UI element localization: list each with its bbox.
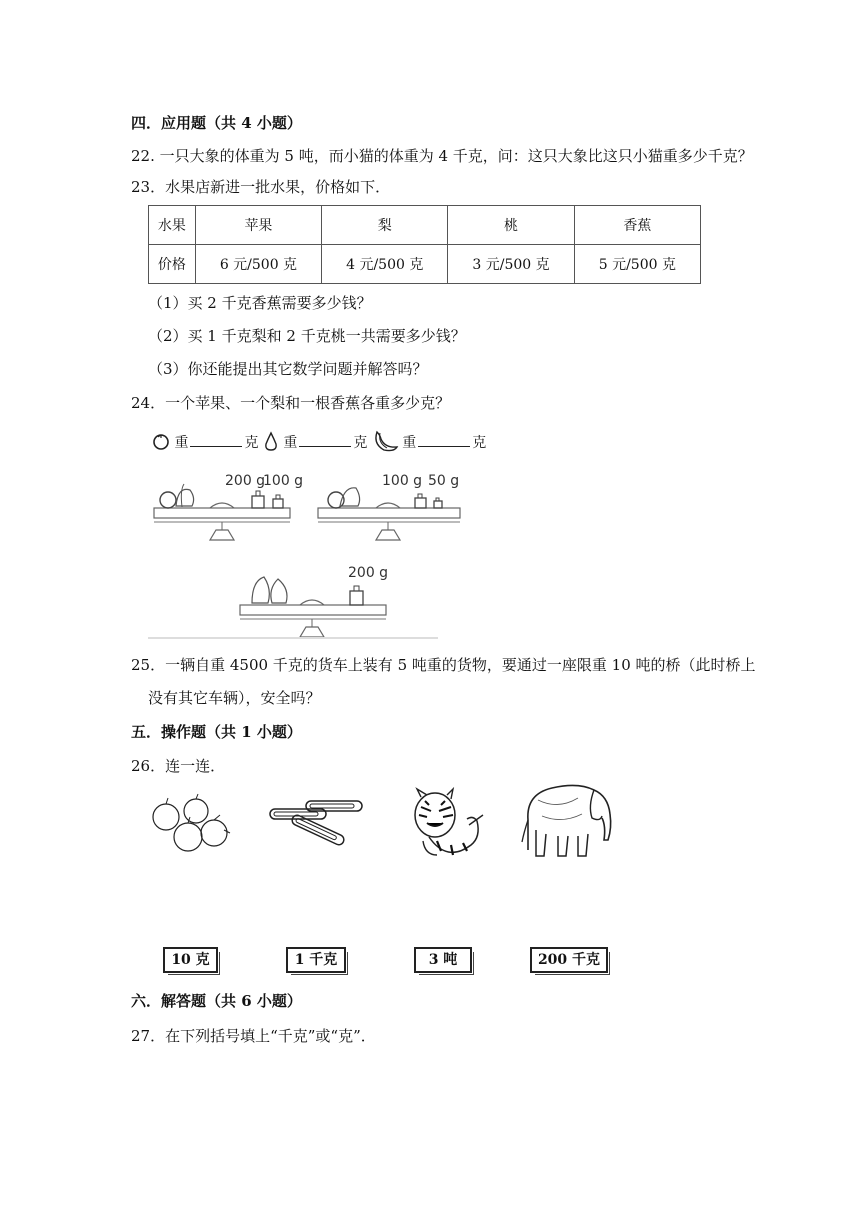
weights-fill-line <box>152 430 486 452</box>
banana-weight-blank[interactable] <box>418 432 470 447</box>
banana-icon <box>372 430 398 452</box>
weight-100g-icon <box>273 499 283 508</box>
question-23: 23．水果店新进一批水果，价格如下． <box>131 178 391 196</box>
balance-scale-3 <box>240 565 388 637</box>
weight-label-100g: 100 g <box>382 473 423 489</box>
label-3-tons[interactable]: 3 吨 <box>414 947 472 973</box>
label-200-kilograms[interactable]: 200 千克 <box>530 947 608 973</box>
table-cell: 3 元/500 克 <box>448 245 574 284</box>
weight-200g-icon <box>350 591 363 605</box>
question-27: 27．在下列括号填上“千克”或“克”． <box>131 1027 376 1045</box>
question-23-sub-3: （3）你还能提出其它数学问题并解答吗？ <box>148 360 428 378</box>
question-26: 26．连一连． <box>131 757 226 775</box>
table-cell: 桃 <box>448 206 574 245</box>
section-5-title: 五．操作题（共 1 小题） <box>131 723 302 741</box>
table-cell: 苹果 <box>195 206 321 245</box>
paper-clips-picture <box>268 795 368 855</box>
section-4-title: 四．应用题（共 4 小题） <box>131 114 302 132</box>
table-cell: 香蕉 <box>574 206 700 245</box>
question-25-line-1: 25．一辆自重 4500 千克的货车上装有 5 吨重的货物，要通过一座限重 10 吨的桥（此时桥上 <box>131 656 756 674</box>
apple-weight-blank[interactable] <box>190 432 242 447</box>
unit-label: 克 <box>244 435 259 451</box>
label-10-grams[interactable]: 10 克 <box>163 947 218 973</box>
question-24: 24．一个苹果、一个梨和一根香蕉各重多少克？ <box>131 394 451 412</box>
weight-label: 重 <box>283 435 298 451</box>
question-23-sub-2: （2）买 1 千克梨和 2 千克桃一共需要多少钱？ <box>148 327 466 345</box>
weight-200g-icon <box>252 496 264 508</box>
balance-scale-1 <box>154 473 303 540</box>
label-1-kilogram[interactable]: 1 千克 <box>286 947 346 973</box>
table-cell: 梨 <box>322 206 448 245</box>
weight-label-200g: 200 g <box>348 565 389 581</box>
weight-100g-icon <box>415 498 426 508</box>
weight-label: 重 <box>402 435 417 451</box>
table-row <box>149 245 701 284</box>
weight-50g-icon <box>434 501 442 508</box>
table-cell: 6 元/500 克 <box>195 245 321 284</box>
weight-label-200g: 200 g <box>225 473 266 489</box>
pear-icon <box>271 579 287 603</box>
pear-icon <box>263 431 279 451</box>
question-23-sub-1: （1）买 2 千克香蕉需要多少钱？ <box>148 294 372 312</box>
weight-label-50g: 50 g <box>428 473 460 489</box>
weight-label-100g: 100 g <box>263 473 304 489</box>
table-cell: 价格 <box>149 245 196 284</box>
pear-weight-blank[interactable] <box>299 432 351 447</box>
apple-icon <box>152 432 170 450</box>
balance-scale-2 <box>318 473 460 540</box>
apple-icon <box>160 492 176 508</box>
banana-icon <box>252 577 269 603</box>
elephant-picture <box>518 780 618 860</box>
price-table <box>148 205 701 284</box>
table-cell: 水果 <box>149 206 196 245</box>
table-cell: 4 元/500 克 <box>322 245 448 284</box>
apples-picture <box>150 795 240 855</box>
balance-scales-figure <box>148 460 478 640</box>
unit-label: 克 <box>353 435 368 451</box>
question-22: 22. 一只大象的体重为 5 吨，而小猫的体重为 4 千克，问：这只大象比这只小猫重多少千克？ <box>131 147 753 165</box>
table-cell: 5 元/500 克 <box>574 245 700 284</box>
question-25-line-2: 没有其它车辆），安全吗？ <box>148 689 321 707</box>
weight-label: 重 <box>174 435 189 451</box>
table-row <box>149 206 701 245</box>
tiger-picture <box>407 785 487 865</box>
banana-icon <box>176 489 194 506</box>
unit-label: 克 <box>472 435 487 451</box>
section-6-title: 六．解答题（共 6 小题） <box>131 992 302 1010</box>
